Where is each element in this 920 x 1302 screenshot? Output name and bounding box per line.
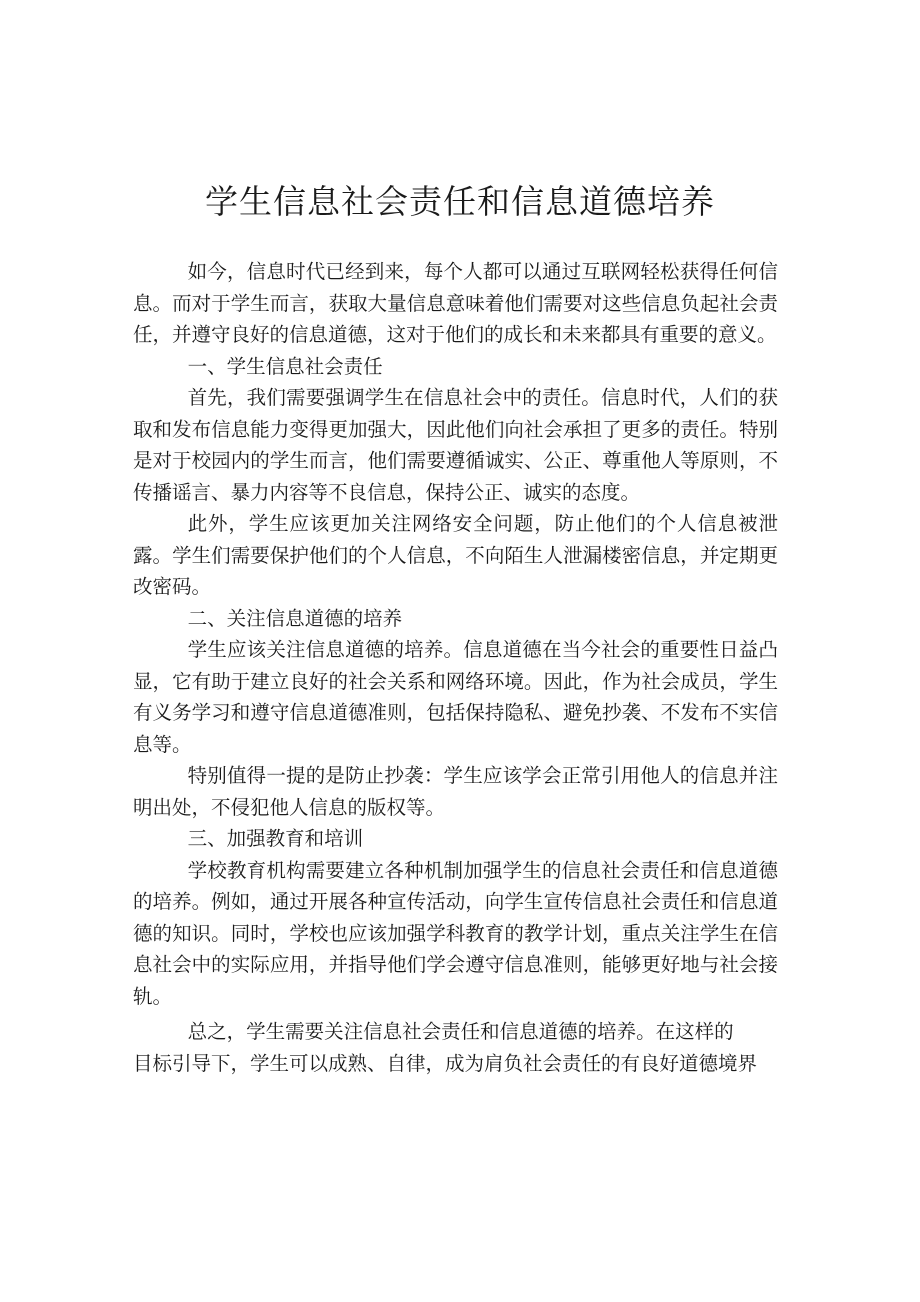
conclusion-line-1: 总之，学生需要关注信息社会责任和信息道德的培养。在这样的 xyxy=(187,1020,734,1043)
section-2-paragraph-2: 特别值得一提的是防止抄袭：学生应该学会正常引用他人的信息并注明出处，不侵犯他人信息的版权等。 xyxy=(133,764,778,819)
document-title: 学生信息社会责任和信息道德培养 xyxy=(205,182,715,221)
intro-paragraph: 如今，信息时代已经到来，每个人都可以通过互联网轻松获得任何信息。而对于学生而言，获取大量信息意味着他们需要对这些信息负起社会责任，并遵守良好的信息道德，这对于他们的成长和未来都具有重要的意义。 xyxy=(133,260,778,346)
section-3-heading: 三、加强教育和培训 xyxy=(187,827,364,850)
section-2-heading: 二、关注信息道德的培养 xyxy=(187,606,403,630)
section-1-paragraph-2: 此外，学生应该更加关注网络安全问题，防止他们的个人信息被泄露。学生们需要保护他们的个人信息，不向陌生人泄漏楼密信息，并定期更改密码。 xyxy=(133,512,778,598)
section-3-paragraph-1: 学校教育机构需要建立各种机制加强学生的信息社会责任和信息道德的培养。例如，通过开展各种宣传活动，向学生宣传信息社会责任和信息道德的知识。同时，学校也应该加强学科教育的教学计划，重点关注学生在信息社会中的实际应用，并指导他们学会遵守信息准则，能够更好地与社会接轨。 xyxy=(133,858,778,1008)
section-1-heading: 一、学生信息社会责任 xyxy=(187,354,383,378)
conclusion-line-2: 目标引导下，学生可以成熟、自律，成为肩负社会责任的有良好道德境界 xyxy=(133,1051,758,1075)
section-1-paragraph-1: 首先，我们需要强调学生在信息社会中的责任。信息时代，人们的获取和发布信息能力变得更加强大，因此他们向社会承担了更多的责任。特别是对于校园内的学生而言，他们需要遵循诚实、公正、尊重他人等原则，不传播谣言、暴力内容等不良信息，保持公正、诚实的态度。 xyxy=(133,386,778,504)
section-2-paragraph-1: 学生应该关注信息道德的培养。信息道德在当今社会的重要性日益凸显，它有助于建立良好的社会关系和网络环境。因此，作为社会成员，学生有义务学习和遵守信息道德准则，包括保持隐私、避免抄袭、不发布不实信息等。 xyxy=(133,638,778,756)
document-body xyxy=(133,256,778,1079)
